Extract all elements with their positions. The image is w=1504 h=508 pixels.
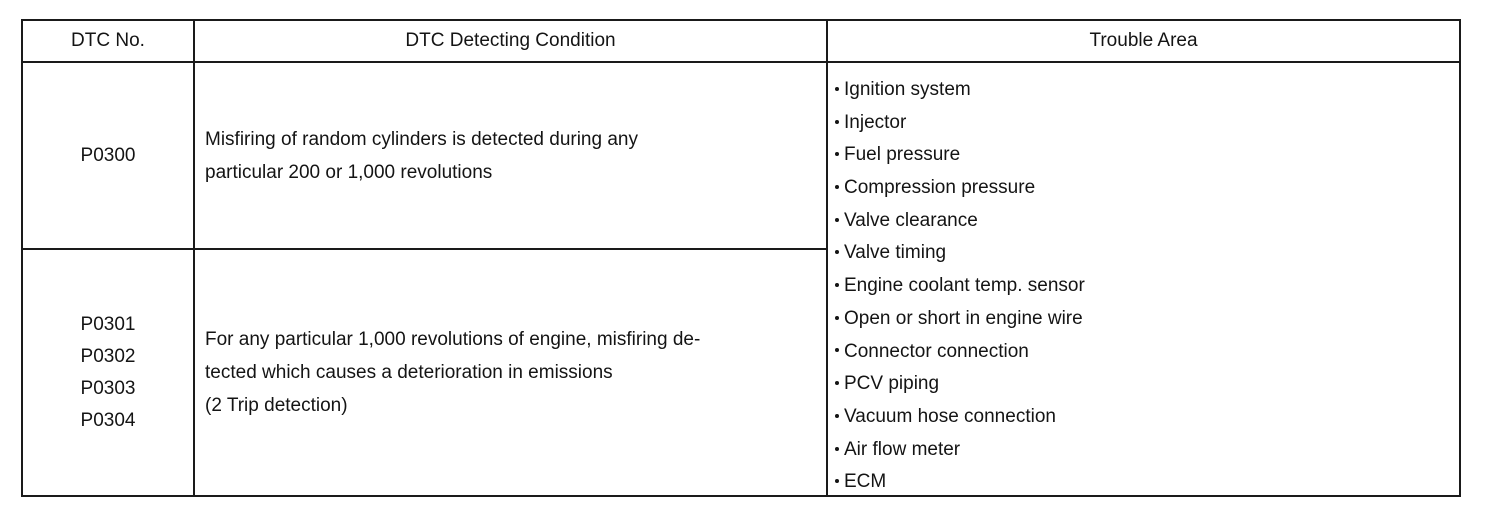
header-dtc-no: DTC No. [71, 30, 145, 51]
trouble-area-cell [834, 74, 1454, 494]
bullet-icon [835, 283, 839, 287]
column-divider-2 [826, 21, 828, 495]
bullet-icon [835, 120, 839, 124]
bullet-icon [835, 447, 839, 451]
trouble-area-item: PCV piping [834, 368, 1454, 401]
row-1-dtc-codes [23, 63, 193, 248]
bullet-icon [835, 185, 839, 189]
trouble-area-item: Connector connection [834, 336, 1454, 369]
trouble-area-item: Air flow meter [834, 434, 1454, 467]
row-2-dtc-codes [23, 250, 193, 495]
trouble-area-item: Engine coolant temp. sensor [834, 270, 1454, 303]
condition-line: For any particular 1,000 revolutions of engine, misfiring de- [205, 329, 701, 350]
bullet-icon [835, 152, 839, 156]
trouble-area-list [834, 74, 1454, 499]
condition-line: Misfiring of random cylinders is detected during any [205, 128, 638, 150]
bullet-icon [835, 250, 839, 254]
condition-line: tected which causes a deterioration in emissions [205, 362, 613, 383]
condition-line: (2 Trip detection) [205, 395, 348, 416]
dtc-code: P0304 [80, 409, 136, 431]
dtc-code: P0302 [80, 345, 136, 367]
condition-line: particular 200 or 1,000 revolutions [205, 161, 493, 183]
bullet-icon [835, 381, 839, 385]
trouble-area-item: Open or short in engine wire [834, 303, 1454, 336]
row-2-condition [195, 250, 826, 495]
header-trouble-area: Trouble Area [1089, 30, 1198, 51]
bullet-icon [835, 348, 839, 352]
dtc-table [21, 19, 1461, 497]
bullet-icon [835, 479, 839, 483]
trouble-area-item: ECM [834, 466, 1454, 499]
trouble-area-item: Valve clearance [834, 205, 1454, 238]
bullet-icon [835, 87, 839, 91]
header-detecting-condition: DTC Detecting Condition [405, 30, 616, 51]
trouble-area-item: Compression pressure [834, 172, 1454, 205]
trouble-area-item: Valve timing [834, 237, 1454, 270]
bullet-icon [835, 316, 839, 320]
dtc-code: P0301 [80, 313, 136, 335]
dtc-code: P0300 [80, 144, 136, 166]
bullet-icon [835, 414, 839, 418]
dtc-code: P0303 [80, 377, 136, 399]
trouble-area-item: Ignition system [834, 74, 1454, 107]
row-1-condition [195, 63, 826, 248]
bullet-icon [835, 218, 839, 222]
trouble-area-item: Injector [834, 107, 1454, 140]
trouble-area-item: Vacuum hose connection [834, 401, 1454, 434]
trouble-area-item: Fuel pressure [834, 139, 1454, 172]
